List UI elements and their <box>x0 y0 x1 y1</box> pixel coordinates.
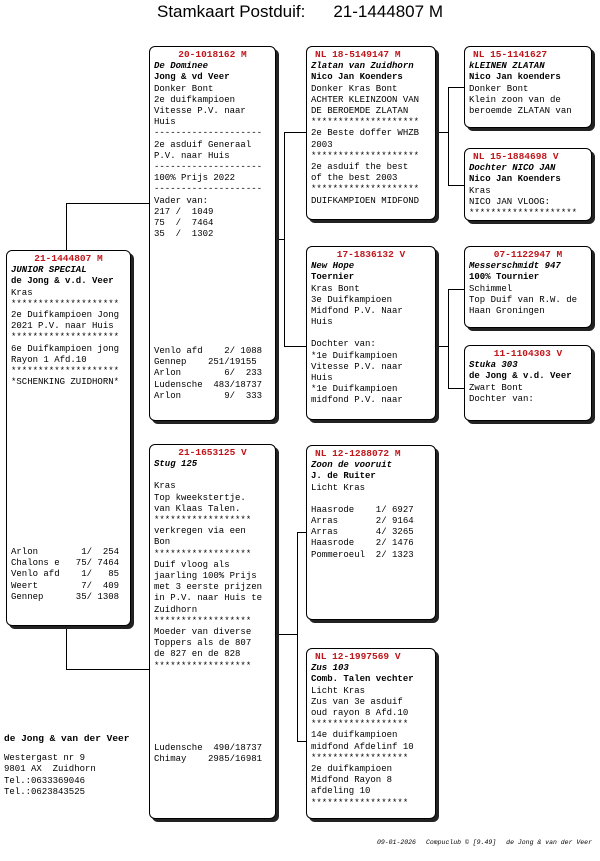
connector-line <box>297 741 306 742</box>
info-line: P.V. naar Huis <box>154 150 230 161</box>
result-line: Venlo afd 1/ 85 <box>11 569 120 580</box>
owner-phone: Tel.:0633369046 <box>4 775 86 786</box>
info-line: 35 / 1302 <box>154 229 214 240</box>
connector-line <box>276 239 284 240</box>
pigeon-card-fff <box>464 46 592 128</box>
connector-line <box>448 87 449 186</box>
connector-line <box>297 532 306 533</box>
pigeon-name: JUNIOR SPECIAL <box>11 265 87 276</box>
result-line: Chimay 2985/16981 <box>154 754 263 765</box>
pigeon-card-father-father <box>306 46 436 220</box>
pigeon-owner: Jong & vd Veer <box>154 72 230 83</box>
info-line: Duif vloog als <box>154 559 230 570</box>
info-line: Vitesse P.V. naar <box>154 106 246 117</box>
info-line: Moeder van diverse <box>154 627 252 638</box>
owner-postcode: 9801 AX Zuidhorn <box>4 764 96 774</box>
info-line: oud rayon 8 Afd.10 <box>311 708 409 719</box>
pigeon-owner <box>154 470 271 481</box>
info-line: Licht Kras <box>311 482 366 493</box>
info-line: 100% Prijs 2022 <box>154 173 236 184</box>
info-line: 2e Duifkampioen Jong <box>11 310 120 321</box>
info-line: Top Duif van R.W. de <box>469 294 578 305</box>
ring-number: 21-1444807 M <box>34 253 103 264</box>
race-results <box>11 547 126 603</box>
info-line: Bon <box>154 537 171 548</box>
info-line: midfond Afdelinf 10 <box>311 741 414 752</box>
ring-number: 17-1836132 V <box>336 249 406 260</box>
connector-line <box>284 132 306 133</box>
connector-line <box>276 634 298 635</box>
info-line: Vader van: <box>154 195 209 206</box>
info-line: of the best 2003 <box>311 173 398 184</box>
owner-name: de Jong & van der Veer <box>4 733 130 744</box>
connector-line <box>66 203 67 251</box>
info-line: in P.V. naar Huis te <box>154 593 263 604</box>
info-line: Zuidhorn <box>154 604 198 615</box>
pigeon-card-fmm <box>464 345 592 421</box>
info-line: ******************** <box>311 184 420 195</box>
info-line: Zus van 3e asduif <box>311 696 403 707</box>
result-line: Ludensche 490/18737 <box>154 743 263 753</box>
pigeon-owner: Nico Jan Koenders <box>469 174 561 185</box>
pigeon-name: Zoon de vooruit <box>311 460 393 471</box>
info-line: afdeling 10 <box>311 786 371 797</box>
info-line: ******************** <box>469 208 578 219</box>
connector-line <box>66 669 149 670</box>
ring-number: NL 18-5149147 M <box>315 49 401 60</box>
info-line: ****************** <box>154 660 252 671</box>
connector-line <box>436 346 448 347</box>
info-line: *SCHENKING ZUIDHORN* <box>11 377 120 388</box>
info-line: 2e asduif the best <box>311 162 409 173</box>
info-line: Midfond P.V. Naar <box>311 306 403 317</box>
info-line: DE BEROEMDE ZLATAN <box>311 106 409 117</box>
info-line: Kras <box>11 287 33 298</box>
info-line: 75 / 7464 <box>154 218 214 229</box>
ring-number: NL 12-1288072 M <box>315 448 401 459</box>
pigeon-card-fmf <box>464 246 592 328</box>
info-line: Haasrode 2/ 1476 <box>311 538 414 549</box>
info-line: Kras <box>154 481 176 492</box>
pigeon-name: Zlatan van Zuidhorn <box>311 61 414 72</box>
pigeon-owner: 100% Tournier <box>469 272 540 283</box>
info-line: 2e asduif Generaal <box>154 139 252 150</box>
info-line: Arras 4/ 3265 <box>311 527 414 538</box>
info-line: ****************** <box>311 797 409 808</box>
info-line: met 3 eerste prijzen <box>154 582 263 593</box>
info-line: 217 / 1049 <box>154 206 214 217</box>
title-label: Stamkaart Postduif: <box>157 2 306 21</box>
pigeon-name: Dochter NICO JAN <box>469 163 556 174</box>
info-line: van Klaas Talen. <box>154 503 241 514</box>
pigeon-owner: J. de Ruiter <box>311 471 376 482</box>
result-line: Arlon 6/ 233 <box>154 368 263 379</box>
info-line: Kras Bont <box>311 283 360 294</box>
connector-line <box>297 532 298 742</box>
info-line: midfond P.V. naar <box>311 395 403 406</box>
info-line: Haan Groningen <box>469 306 545 317</box>
title-ring: 21-1444807 M <box>333 2 443 21</box>
info-line: Top kweekstertje. <box>154 492 246 503</box>
ring-number: 20-1018162 M <box>178 49 247 60</box>
ring-number: NL 15-1141627 <box>473 49 548 60</box>
pigeon-card-subject <box>6 250 131 626</box>
info-line: ******************** <box>311 117 420 128</box>
pigeon-card-mother-father <box>306 445 436 620</box>
pigeon-owner: Nico Jan koenders <box>469 72 561 83</box>
connector-line <box>448 185 464 186</box>
connector-line <box>66 626 67 670</box>
footer-date: 09-01-2026 <box>376 839 416 846</box>
info-line: *1e Duifkampioen <box>311 350 398 361</box>
connector-line <box>284 346 306 347</box>
info-line: Toppers als de 807 <box>154 638 252 649</box>
info-line: Dochter van: <box>469 393 534 404</box>
info-line: ****************** <box>154 515 252 526</box>
info-line: DUIFKAMPIOEN MIDFOND <box>311 195 420 206</box>
info-line <box>311 328 431 339</box>
connector-line <box>448 87 464 88</box>
info-line: Schimmel <box>469 283 513 294</box>
page-footer <box>367 839 592 846</box>
pigeon-card-mother <box>149 444 276 819</box>
info-line: Vitesse P.V. naar <box>311 361 403 372</box>
result-line: Chalons e 75/ 7464 <box>11 558 120 569</box>
info-line: ****************** <box>154 548 252 559</box>
connector-line <box>284 132 285 347</box>
info-line: Klein zoon van de <box>469 94 561 105</box>
info-line: ****************** <box>311 719 409 730</box>
info-line: Huis <box>154 117 176 128</box>
info-line: Zwart Bont <box>469 382 524 393</box>
info-line: ******************** <box>11 366 120 377</box>
connector-line <box>436 132 448 133</box>
info-line <box>311 494 431 505</box>
info-line: Donker Kras Bont <box>311 83 398 94</box>
ring-number: 21-1653125 V <box>178 447 247 458</box>
pigeon-owner: de Jong & v.d. Veer <box>469 371 572 382</box>
info-line: 6e Duifkampioen jong <box>11 343 120 354</box>
footer-software: Compuclub © [9.49] <box>425 839 497 846</box>
pigeon-owner: de Jong & v.d. Veer <box>11 276 114 287</box>
owner-info <box>4 733 129 799</box>
connector-line <box>448 289 464 290</box>
info-line: Haasrode 1/ 6927 <box>311 504 414 515</box>
pigeon-card-father-mother <box>306 246 436 420</box>
info-line: 2021 P.V. naar Huis <box>11 321 114 332</box>
info-line: verkregen via een <box>154 526 246 537</box>
info-line: Donker Bont <box>469 83 529 94</box>
info-line: Pommeroeul 2/ 1323 <box>311 549 414 560</box>
info-line: 2003 <box>311 139 333 150</box>
ring-number: 11-1104303 V <box>493 348 563 359</box>
connector-line <box>448 388 464 389</box>
info-line: jaarling 100% Prijs <box>154 571 257 582</box>
info-line: Huis <box>311 373 333 384</box>
pigeon-card-mother-mother <box>306 648 436 819</box>
result-line: Arlon 9/ 333 <box>154 390 263 401</box>
pigeon-card-ffm <box>464 148 592 221</box>
pigeon-owner: Nico Jan Koenders <box>311 72 403 83</box>
pigeon-owner: Comb. Talen vechter <box>311 674 414 685</box>
info-line: ******************** <box>11 298 120 309</box>
owner-address: Westergast nr 9 <box>4 752 86 763</box>
pigeon-name: New Hope <box>311 261 355 272</box>
info-line: Donker Bont <box>154 83 214 94</box>
pigeon-name: Zus 103 <box>311 663 349 674</box>
info-line: 2e Beste doffer WHZB <box>311 128 420 139</box>
pigeon-name: Stug 125 <box>154 459 198 470</box>
owner-phone: Tel.:0623843525 <box>4 787 86 797</box>
info-line: -------------------- <box>154 162 263 173</box>
info-line: Midfond Rayon 8 <box>311 775 393 786</box>
info-line: Rayon 1 Afd.10 <box>11 354 87 365</box>
page-title <box>0 2 600 22</box>
race-results <box>154 743 271 765</box>
info-line: 3e Duifkampioen <box>311 294 393 305</box>
ring-number: NL 15-1884698 V <box>473 151 559 162</box>
info-line: NICO JAN VLOOG: <box>469 196 551 207</box>
info-line: ******************** <box>11 332 120 343</box>
connector-line <box>448 289 449 389</box>
ring-number: NL 12-1997569 V <box>315 651 401 662</box>
result-line: Gennep 251/19155 <box>154 357 257 368</box>
race-results <box>154 346 271 402</box>
info-line: *1e Duifkampioen <box>311 384 398 395</box>
result-line: Arlon 1/ 254 <box>11 547 120 557</box>
info-line: de 827 en de 828 <box>154 649 241 660</box>
pigeon-name: Stuka 303 <box>469 360 518 371</box>
pigeon-card-father <box>149 46 276 421</box>
footer-owner: de Jong & van der Veer <box>506 839 592 846</box>
info-line: ******************** <box>311 150 420 161</box>
result-line: Weert 7/ 409 <box>11 580 120 591</box>
info-line: 2e duifkampioen <box>154 94 236 105</box>
pigeon-name: kLEINEN ZLATAN <box>469 61 545 72</box>
connector-line <box>66 203 149 204</box>
result-line: Ludensche 483/18737 <box>154 379 263 390</box>
result-line: Venlo afd 2/ 1088 <box>154 346 263 356</box>
pigeon-owner: Toernier <box>311 272 355 283</box>
info-line: -------------------- <box>154 184 263 195</box>
info-line: 14e duifkampioen <box>311 730 398 741</box>
info-line: Huis <box>311 317 333 328</box>
result-line: Gennep 35/ 1308 <box>11 591 120 602</box>
info-line: Dochter van: <box>311 339 376 350</box>
info-line: ACHTER KLEINZOON VAN <box>311 94 420 105</box>
info-line: -------------------- <box>154 128 263 139</box>
info-line: ****************** <box>154 615 252 626</box>
info-line: ****************** <box>311 752 409 763</box>
info-line: beroemde ZLATAN van <box>469 106 572 117</box>
info-line: Arras 2/ 9164 <box>311 516 414 527</box>
info-line: Licht Kras <box>311 685 366 696</box>
pigeon-name: Messerschmidt 947 <box>469 261 561 272</box>
info-line: 2e duifkampioen <box>311 764 393 775</box>
pigeon-name: De Dominee <box>154 61 209 72</box>
ring-number: 07-1122947 M <box>493 249 563 260</box>
info-line: Kras <box>469 185 491 196</box>
